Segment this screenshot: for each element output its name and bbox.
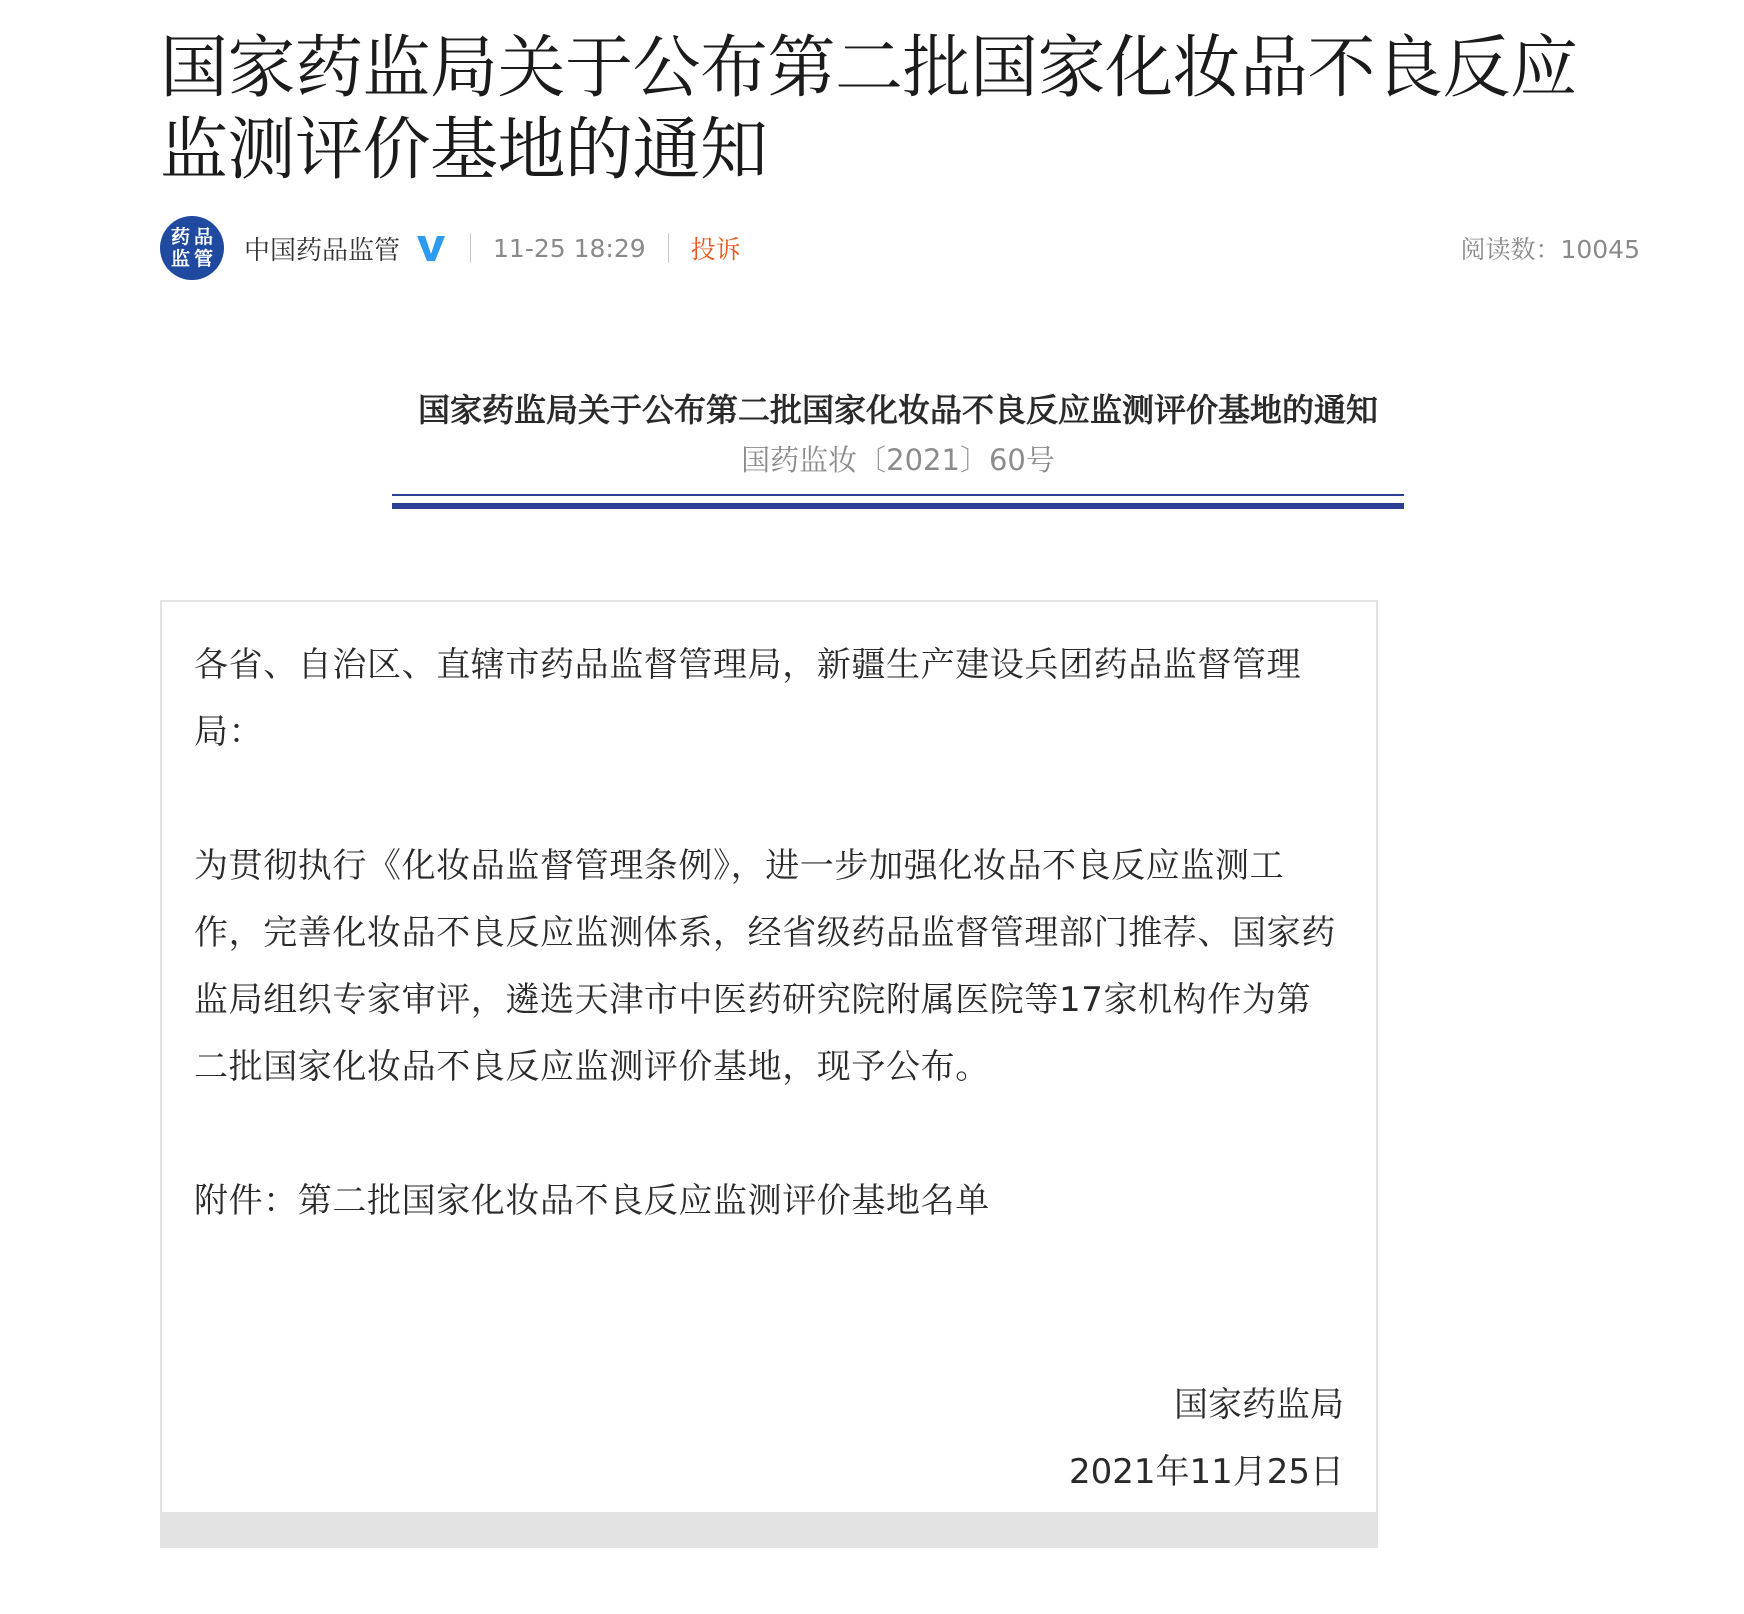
document-title: 国家药监局关于公布第二批国家化妆品不良反应监测评价基地的通知 (417, 391, 1378, 429)
author-name[interactable]: 中国药品监管 (244, 235, 401, 266)
header-rule-thick (392, 503, 1404, 509)
article-meta-bar (160, 215, 1640, 281)
article-page (160, 0, 1640, 1492)
notice-paragraph-addressee: 各省、自治区、直辖市药品监督管理局，新疆生产建设兵团药品监督管理局： (194, 645, 1302, 752)
avatar-char: 监 (170, 248, 190, 270)
document-header (392, 388, 1404, 509)
notice-signature: 国家药监局 (1174, 1385, 1344, 1425)
notice-date: 2021年11月25日 (1068, 1452, 1344, 1492)
publish-time: 11-25 18:29 (493, 233, 646, 263)
document-number: 国药监妆〔2021〕60号 (741, 443, 1055, 477)
notice-body (194, 632, 1344, 1302)
article-title: 国家药监局关于公布第二批国家化妆品不良反应监测评价基地的通知 (160, 29, 1578, 190)
content-footer-bar (162, 1512, 1376, 1546)
author-avatar[interactable] (160, 216, 224, 280)
notice-content-box (160, 600, 1378, 1548)
report-link[interactable]: 投诉 (690, 235, 741, 264)
notice-signature-block (1069, 1372, 1344, 1506)
meta-divider (470, 233, 471, 263)
avatar-char: 药 (170, 226, 190, 248)
header-rule-thin (392, 494, 1404, 496)
verified-v-icon (414, 232, 448, 264)
notice-paragraph-attachment: 附件：第二批国家化妆品不良反应监测评价基地名单 (194, 1181, 990, 1221)
notice-paragraph-main: 为贯彻执行《化妆品监督管理条例》，进一步加强化妆品不良反应监测工作，完善化妆品不良反应监测体系，经省级药品监督管理部门推荐、国家药监局组织专家审评，遴选天津市中医药研究院附属医院等17家机构作为第二批国家化妆品不良反应监测评价基地，现予公布。 (194, 846, 1336, 1087)
avatar-char: 管 (193, 248, 213, 270)
read-count: 阅读数：10045 (1460, 235, 1640, 264)
meta-divider (668, 233, 669, 263)
avatar-char: 品 (193, 226, 213, 248)
